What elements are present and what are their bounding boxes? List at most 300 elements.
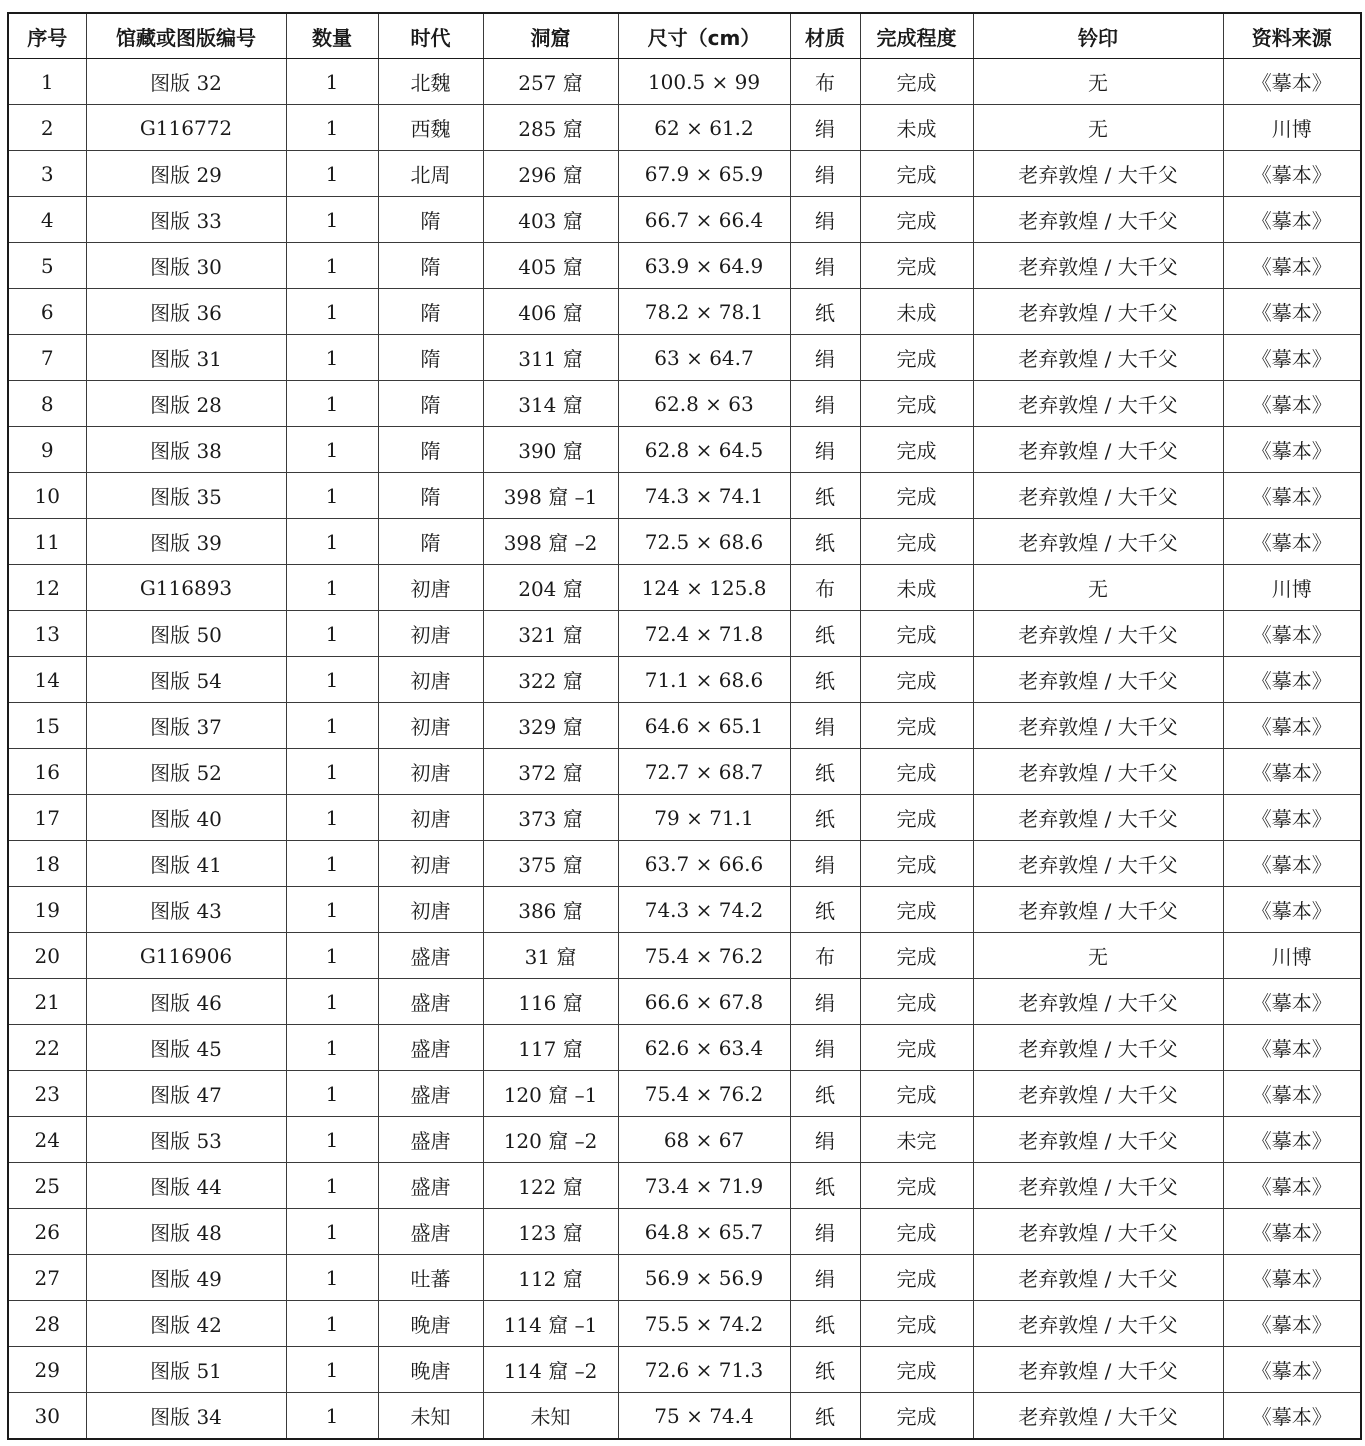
cell-quantity: 1 bbox=[286, 657, 378, 703]
table-row bbox=[8, 105, 1361, 151]
table-row bbox=[8, 1117, 1361, 1163]
cell-seal: 老弃敦煌 / 大千父 bbox=[973, 519, 1223, 565]
cell-cave: 122 窟 bbox=[483, 1163, 618, 1209]
cell-material: 纸 bbox=[790, 473, 860, 519]
table-row bbox=[8, 59, 1361, 105]
cell-dimensions: 71.1 × 68.6 bbox=[618, 657, 790, 703]
cell-source: 《摹本》 bbox=[1223, 1347, 1361, 1393]
header-collection-or-plate-number: 馆藏或图版编号 bbox=[86, 13, 286, 59]
cell-cave: 311 窟 bbox=[483, 335, 618, 381]
table-row bbox=[8, 887, 1361, 933]
cell-dimensions: 72.7 × 68.7 bbox=[618, 749, 790, 795]
cell-material: 绢 bbox=[790, 979, 860, 1025]
header-row bbox=[8, 13, 1361, 59]
header-completion: 完成程度 bbox=[860, 13, 973, 59]
cell-completion: 完成 bbox=[860, 887, 973, 933]
cell-period: 盛唐 bbox=[378, 1071, 483, 1117]
cell-plate-number: 图版 37 bbox=[86, 703, 286, 749]
cell-source: 《摹本》 bbox=[1223, 703, 1361, 749]
cell-period: 初唐 bbox=[378, 749, 483, 795]
table-row bbox=[8, 657, 1361, 703]
cell-quantity: 1 bbox=[286, 59, 378, 105]
cell-seal: 老弃敦煌 / 大千父 bbox=[973, 1163, 1223, 1209]
cell-completion: 完成 bbox=[860, 197, 973, 243]
cell-seal: 老弃敦煌 / 大千父 bbox=[973, 887, 1223, 933]
cell-period: 西魏 bbox=[378, 105, 483, 151]
cell-source: 《摹本》 bbox=[1223, 749, 1361, 795]
cell-serial-number: 7 bbox=[8, 335, 86, 381]
cell-source: 《摹本》 bbox=[1223, 1393, 1361, 1440]
cell-dimensions: 68 × 67 bbox=[618, 1117, 790, 1163]
cell-dimensions: 62.8 × 64.5 bbox=[618, 427, 790, 473]
cell-dimensions: 63.9 × 64.9 bbox=[618, 243, 790, 289]
cell-completion: 完成 bbox=[860, 1025, 973, 1071]
table-row bbox=[8, 289, 1361, 335]
cell-quantity: 1 bbox=[286, 1255, 378, 1301]
cell-seal: 老弃敦煌 / 大千父 bbox=[973, 381, 1223, 427]
cell-serial-number: 18 bbox=[8, 841, 86, 887]
cell-material: 绢 bbox=[790, 151, 860, 197]
cell-period: 吐蕃 bbox=[378, 1255, 483, 1301]
cell-material: 布 bbox=[790, 59, 860, 105]
cell-material: 绢 bbox=[790, 1025, 860, 1071]
table-row bbox=[8, 749, 1361, 795]
cell-seal: 老弃敦煌 / 大千父 bbox=[973, 1025, 1223, 1071]
cell-quantity: 1 bbox=[286, 1025, 378, 1071]
cell-cave: 398 窟 –1 bbox=[483, 473, 618, 519]
cell-completion: 完成 bbox=[860, 1209, 973, 1255]
cell-dimensions: 124 × 125.8 bbox=[618, 565, 790, 611]
cell-serial-number: 12 bbox=[8, 565, 86, 611]
cell-quantity: 1 bbox=[286, 749, 378, 795]
cell-period: 隋 bbox=[378, 335, 483, 381]
cell-period: 初唐 bbox=[378, 887, 483, 933]
cell-cave: 257 窟 bbox=[483, 59, 618, 105]
cell-dimensions: 72.6 × 71.3 bbox=[618, 1347, 790, 1393]
cell-serial-number: 22 bbox=[8, 1025, 86, 1071]
cell-seal: 老弃敦煌 / 大千父 bbox=[973, 335, 1223, 381]
cell-period: 盛唐 bbox=[378, 1163, 483, 1209]
cell-completion: 完成 bbox=[860, 519, 973, 565]
cell-quantity: 1 bbox=[286, 611, 378, 657]
cell-serial-number: 23 bbox=[8, 1071, 86, 1117]
cell-serial-number: 9 bbox=[8, 427, 86, 473]
cell-serial-number: 8 bbox=[8, 381, 86, 427]
header-seal: 钤印 bbox=[973, 13, 1223, 59]
cell-dimensions: 75.5 × 74.2 bbox=[618, 1301, 790, 1347]
cell-serial-number: 1 bbox=[8, 59, 86, 105]
cell-plate-number: 图版 52 bbox=[86, 749, 286, 795]
cell-cave: 114 窟 –1 bbox=[483, 1301, 618, 1347]
cell-plate-number: 图版 49 bbox=[86, 1255, 286, 1301]
cell-material: 绢 bbox=[790, 1255, 860, 1301]
cell-plate-number: 图版 45 bbox=[86, 1025, 286, 1071]
cell-dimensions: 75.4 × 76.2 bbox=[618, 933, 790, 979]
cell-serial-number: 20 bbox=[8, 933, 86, 979]
cell-quantity: 1 bbox=[286, 1163, 378, 1209]
cell-serial-number: 21 bbox=[8, 979, 86, 1025]
cell-source: 《摹本》 bbox=[1223, 519, 1361, 565]
cell-dimensions: 100.5 × 99 bbox=[618, 59, 790, 105]
cell-completion: 完成 bbox=[860, 1071, 973, 1117]
cell-serial-number: 17 bbox=[8, 795, 86, 841]
cell-source: 川博 bbox=[1223, 933, 1361, 979]
cell-serial-number: 4 bbox=[8, 197, 86, 243]
cell-dimensions: 63 × 64.7 bbox=[618, 335, 790, 381]
cell-cave: 322 窟 bbox=[483, 657, 618, 703]
cell-plate-number: 图版 50 bbox=[86, 611, 286, 657]
cell-completion: 完成 bbox=[860, 703, 973, 749]
cell-plate-number: 图版 44 bbox=[86, 1163, 286, 1209]
cell-period: 初唐 bbox=[378, 611, 483, 657]
cell-plate-number: 图版 48 bbox=[86, 1209, 286, 1255]
cell-material: 绢 bbox=[790, 1209, 860, 1255]
cell-cave: 403 窟 bbox=[483, 197, 618, 243]
cell-completion: 完成 bbox=[860, 795, 973, 841]
cell-source: 川博 bbox=[1223, 565, 1361, 611]
cell-period: 盛唐 bbox=[378, 1209, 483, 1255]
cell-seal: 老弃敦煌 / 大千父 bbox=[973, 979, 1223, 1025]
cell-completion: 完成 bbox=[860, 243, 973, 289]
cell-completion: 完成 bbox=[860, 381, 973, 427]
cell-quantity: 1 bbox=[286, 519, 378, 565]
cell-dimensions: 74.3 × 74.2 bbox=[618, 887, 790, 933]
cell-serial-number: 16 bbox=[8, 749, 86, 795]
cell-quantity: 1 bbox=[286, 243, 378, 289]
cell-plate-number: 图版 43 bbox=[86, 887, 286, 933]
cell-cave: 386 窟 bbox=[483, 887, 618, 933]
cell-seal: 老弃敦煌 / 大千父 bbox=[973, 749, 1223, 795]
cell-quantity: 1 bbox=[286, 1209, 378, 1255]
cell-plate-number: 图版 47 bbox=[86, 1071, 286, 1117]
cell-material: 绢 bbox=[790, 427, 860, 473]
cell-material: 纸 bbox=[790, 1393, 860, 1440]
cell-cave: 285 窟 bbox=[483, 105, 618, 151]
header-dimensions: 尺寸（cm） bbox=[618, 13, 790, 59]
cell-seal: 老弃敦煌 / 大千父 bbox=[973, 1393, 1223, 1440]
header-source: 资料来源 bbox=[1223, 13, 1361, 59]
cell-seal: 老弃敦煌 / 大千父 bbox=[973, 1209, 1223, 1255]
cell-cave: 329 窟 bbox=[483, 703, 618, 749]
cell-material: 绢 bbox=[790, 105, 860, 151]
cell-dimensions: 74.3 × 74.1 bbox=[618, 473, 790, 519]
cell-plate-number: 图版 33 bbox=[86, 197, 286, 243]
table-row bbox=[8, 795, 1361, 841]
cell-cave: 390 窟 bbox=[483, 427, 618, 473]
cell-completion: 完成 bbox=[860, 933, 973, 979]
cell-quantity: 1 bbox=[286, 887, 378, 933]
cell-cave: 406 窟 bbox=[483, 289, 618, 335]
cell-source: 《摹本》 bbox=[1223, 887, 1361, 933]
cell-source: 《摹本》 bbox=[1223, 473, 1361, 519]
cell-quantity: 1 bbox=[286, 473, 378, 519]
cell-period: 隋 bbox=[378, 197, 483, 243]
table-row bbox=[8, 1025, 1361, 1071]
cell-period: 晚唐 bbox=[378, 1347, 483, 1393]
cell-serial-number: 10 bbox=[8, 473, 86, 519]
cell-material: 纸 bbox=[790, 1071, 860, 1117]
cell-dimensions: 66.7 × 66.4 bbox=[618, 197, 790, 243]
cell-seal: 老弃敦煌 / 大千父 bbox=[973, 1071, 1223, 1117]
table-row bbox=[8, 1209, 1361, 1255]
cell-seal: 老弃敦煌 / 大千父 bbox=[973, 427, 1223, 473]
cell-period: 未知 bbox=[378, 1393, 483, 1440]
cell-cave: 未知 bbox=[483, 1393, 618, 1440]
table-row bbox=[8, 1393, 1361, 1440]
cell-dimensions: 56.9 × 56.9 bbox=[618, 1255, 790, 1301]
cell-period: 初唐 bbox=[378, 795, 483, 841]
cell-material: 纸 bbox=[790, 519, 860, 565]
cell-completion: 完成 bbox=[860, 1393, 973, 1440]
cell-material: 绢 bbox=[790, 1117, 860, 1163]
cell-seal: 老弃敦煌 / 大千父 bbox=[973, 795, 1223, 841]
cell-source: 《摹本》 bbox=[1223, 151, 1361, 197]
cell-serial-number: 27 bbox=[8, 1255, 86, 1301]
cell-source: 《摹本》 bbox=[1223, 1071, 1361, 1117]
cell-quantity: 1 bbox=[286, 1117, 378, 1163]
cell-material: 绢 bbox=[790, 841, 860, 887]
cell-source: 《摹本》 bbox=[1223, 657, 1361, 703]
cell-serial-number: 13 bbox=[8, 611, 86, 657]
cell-plate-number: G116893 bbox=[86, 565, 286, 611]
cell-material: 布 bbox=[790, 565, 860, 611]
cell-seal: 无 bbox=[973, 933, 1223, 979]
cell-completion: 完成 bbox=[860, 749, 973, 795]
cell-source: 《摹本》 bbox=[1223, 841, 1361, 887]
cell-serial-number: 28 bbox=[8, 1301, 86, 1347]
cell-quantity: 1 bbox=[286, 795, 378, 841]
cell-dimensions: 67.9 × 65.9 bbox=[618, 151, 790, 197]
cell-quantity: 1 bbox=[286, 1301, 378, 1347]
cell-completion: 完成 bbox=[860, 59, 973, 105]
cell-seal: 老弃敦煌 / 大千父 bbox=[973, 473, 1223, 519]
header-serial-number: 序号 bbox=[8, 13, 86, 59]
cell-quantity: 1 bbox=[286, 289, 378, 335]
table-row bbox=[8, 933, 1361, 979]
cell-material: 绢 bbox=[790, 703, 860, 749]
cell-period: 初唐 bbox=[378, 703, 483, 749]
cell-plate-number: 图版 31 bbox=[86, 335, 286, 381]
cell-completion: 完成 bbox=[860, 335, 973, 381]
cell-plate-number: 图版 35 bbox=[86, 473, 286, 519]
table-row bbox=[8, 703, 1361, 749]
cell-cave: 375 窟 bbox=[483, 841, 618, 887]
table-body bbox=[8, 59, 1361, 1440]
table-row bbox=[8, 381, 1361, 427]
cell-dimensions: 64.8 × 65.7 bbox=[618, 1209, 790, 1255]
cell-serial-number: 14 bbox=[8, 657, 86, 703]
cell-serial-number: 25 bbox=[8, 1163, 86, 1209]
cell-dimensions: 75 × 74.4 bbox=[618, 1393, 790, 1440]
catalog-table bbox=[7, 12, 1362, 1440]
cell-completion: 完成 bbox=[860, 473, 973, 519]
cell-period: 盛唐 bbox=[378, 933, 483, 979]
cell-material: 绢 bbox=[790, 381, 860, 427]
cell-plate-number: 图版 41 bbox=[86, 841, 286, 887]
cell-cave: 204 窟 bbox=[483, 565, 618, 611]
cell-serial-number: 29 bbox=[8, 1347, 86, 1393]
cell-plate-number: G116772 bbox=[86, 105, 286, 151]
cell-seal: 老弃敦煌 / 大千父 bbox=[973, 657, 1223, 703]
cell-plate-number: 图版 32 bbox=[86, 59, 286, 105]
cell-source: 《摹本》 bbox=[1223, 1163, 1361, 1209]
table-row bbox=[8, 197, 1361, 243]
cell-source: 《摹本》 bbox=[1223, 611, 1361, 657]
cell-cave: 31 窟 bbox=[483, 933, 618, 979]
cell-material: 纸 bbox=[790, 1163, 860, 1209]
table-row bbox=[8, 1347, 1361, 1393]
cell-plate-number: 图版 40 bbox=[86, 795, 286, 841]
cell-period: 隋 bbox=[378, 427, 483, 473]
table-row bbox=[8, 841, 1361, 887]
table-row bbox=[8, 611, 1361, 657]
cell-seal: 老弃敦煌 / 大千父 bbox=[973, 243, 1223, 289]
cell-material: 纸 bbox=[790, 1301, 860, 1347]
table-header bbox=[8, 13, 1361, 59]
cell-material: 纸 bbox=[790, 657, 860, 703]
cell-serial-number: 30 bbox=[8, 1393, 86, 1440]
cell-plate-number: 图版 42 bbox=[86, 1301, 286, 1347]
table-row bbox=[8, 335, 1361, 381]
table-row bbox=[8, 519, 1361, 565]
cell-serial-number: 2 bbox=[8, 105, 86, 151]
cell-completion: 完成 bbox=[860, 1163, 973, 1209]
cell-completion: 完成 bbox=[860, 611, 973, 657]
cell-source: 《摹本》 bbox=[1223, 1209, 1361, 1255]
cell-source: 《摹本》 bbox=[1223, 197, 1361, 243]
table-row bbox=[8, 427, 1361, 473]
cell-cave: 116 窟 bbox=[483, 979, 618, 1025]
cell-plate-number: 图版 53 bbox=[86, 1117, 286, 1163]
cell-dimensions: 62 × 61.2 bbox=[618, 105, 790, 151]
cell-dimensions: 75.4 × 76.2 bbox=[618, 1071, 790, 1117]
cell-material: 纸 bbox=[790, 611, 860, 657]
cell-plate-number: 图版 46 bbox=[86, 979, 286, 1025]
cell-completion: 完成 bbox=[860, 657, 973, 703]
table-row bbox=[8, 565, 1361, 611]
cell-serial-number: 26 bbox=[8, 1209, 86, 1255]
cell-plate-number: 图版 54 bbox=[86, 657, 286, 703]
cell-cave: 117 窟 bbox=[483, 1025, 618, 1071]
cell-quantity: 1 bbox=[286, 565, 378, 611]
cell-plate-number: 图版 29 bbox=[86, 151, 286, 197]
cell-quantity: 1 bbox=[286, 197, 378, 243]
cell-cave: 120 窟 –2 bbox=[483, 1117, 618, 1163]
cell-cave: 321 窟 bbox=[483, 611, 618, 657]
cell-material: 绢 bbox=[790, 243, 860, 289]
cell-quantity: 1 bbox=[286, 151, 378, 197]
cell-quantity: 1 bbox=[286, 979, 378, 1025]
cell-period: 盛唐 bbox=[378, 1117, 483, 1163]
cell-dimensions: 72.5 × 68.6 bbox=[618, 519, 790, 565]
cell-serial-number: 24 bbox=[8, 1117, 86, 1163]
cell-dimensions: 64.6 × 65.1 bbox=[618, 703, 790, 749]
cell-source: 《摹本》 bbox=[1223, 335, 1361, 381]
cell-completion: 未成 bbox=[860, 565, 973, 611]
cell-material: 纸 bbox=[790, 795, 860, 841]
cell-plate-number: 图版 51 bbox=[86, 1347, 286, 1393]
cell-period: 隋 bbox=[378, 381, 483, 427]
cell-quantity: 1 bbox=[286, 335, 378, 381]
cell-period: 隋 bbox=[378, 519, 483, 565]
cell-dimensions: 63.7 × 66.6 bbox=[618, 841, 790, 887]
cell-serial-number: 11 bbox=[8, 519, 86, 565]
cell-plate-number: 图版 28 bbox=[86, 381, 286, 427]
cell-source: 《摹本》 bbox=[1223, 381, 1361, 427]
cell-seal: 老弃敦煌 / 大千父 bbox=[973, 1301, 1223, 1347]
cell-seal: 无 bbox=[973, 59, 1223, 105]
cell-completion: 未成 bbox=[860, 289, 973, 335]
cell-quantity: 1 bbox=[286, 1393, 378, 1440]
cell-seal: 无 bbox=[973, 105, 1223, 151]
cell-cave: 372 窟 bbox=[483, 749, 618, 795]
cell-seal: 老弃敦煌 / 大千父 bbox=[973, 197, 1223, 243]
cell-seal: 无 bbox=[973, 565, 1223, 611]
cell-source: 《摹本》 bbox=[1223, 1025, 1361, 1071]
cell-material: 布 bbox=[790, 933, 860, 979]
cell-serial-number: 15 bbox=[8, 703, 86, 749]
cell-completion: 完成 bbox=[860, 1301, 973, 1347]
cell-seal: 老弃敦煌 / 大千父 bbox=[973, 289, 1223, 335]
cell-cave: 296 窟 bbox=[483, 151, 618, 197]
cell-quantity: 1 bbox=[286, 427, 378, 473]
cell-seal: 老弃敦煌 / 大千父 bbox=[973, 841, 1223, 887]
cell-material: 绢 bbox=[790, 197, 860, 243]
cell-cave: 373 窟 bbox=[483, 795, 618, 841]
cell-material: 绢 bbox=[790, 335, 860, 381]
cell-source: 《摹本》 bbox=[1223, 1301, 1361, 1347]
cell-quantity: 1 bbox=[286, 841, 378, 887]
cell-serial-number: 19 bbox=[8, 887, 86, 933]
cell-quantity: 1 bbox=[286, 381, 378, 427]
cell-dimensions: 62.8 × 63 bbox=[618, 381, 790, 427]
cell-serial-number: 3 bbox=[8, 151, 86, 197]
table-row bbox=[8, 151, 1361, 197]
cell-completion: 完成 bbox=[860, 841, 973, 887]
cell-seal: 老弃敦煌 / 大千父 bbox=[973, 611, 1223, 657]
cell-material: 纸 bbox=[790, 289, 860, 335]
cell-source: 《摹本》 bbox=[1223, 243, 1361, 289]
cell-source: 《摹本》 bbox=[1223, 427, 1361, 473]
cell-completion: 未成 bbox=[860, 105, 973, 151]
cell-source: 《摹本》 bbox=[1223, 59, 1361, 105]
cell-cave: 114 窟 –2 bbox=[483, 1347, 618, 1393]
cell-quantity: 1 bbox=[286, 1071, 378, 1117]
cell-quantity: 1 bbox=[286, 933, 378, 979]
cell-period: 北周 bbox=[378, 151, 483, 197]
cell-plate-number: 图版 34 bbox=[86, 1393, 286, 1440]
cell-period: 隋 bbox=[378, 289, 483, 335]
cell-material: 纸 bbox=[790, 749, 860, 795]
cell-plate-number: 图版 30 bbox=[86, 243, 286, 289]
cell-cave: 123 窟 bbox=[483, 1209, 618, 1255]
cell-completion: 完成 bbox=[860, 151, 973, 197]
cell-dimensions: 66.6 × 67.8 bbox=[618, 979, 790, 1025]
header-period: 时代 bbox=[378, 13, 483, 59]
cell-source: 《摹本》 bbox=[1223, 1117, 1361, 1163]
cell-period: 初唐 bbox=[378, 565, 483, 611]
cell-serial-number: 6 bbox=[8, 289, 86, 335]
cell-source: 川博 bbox=[1223, 105, 1361, 151]
cell-plate-number: 图版 38 bbox=[86, 427, 286, 473]
cell-quantity: 1 bbox=[286, 105, 378, 151]
cell-completion: 未完 bbox=[860, 1117, 973, 1163]
table-row bbox=[8, 979, 1361, 1025]
table-row bbox=[8, 1163, 1361, 1209]
cell-source: 《摹本》 bbox=[1223, 1255, 1361, 1301]
cell-period: 初唐 bbox=[378, 657, 483, 703]
cell-dimensions: 73.4 × 71.9 bbox=[618, 1163, 790, 1209]
